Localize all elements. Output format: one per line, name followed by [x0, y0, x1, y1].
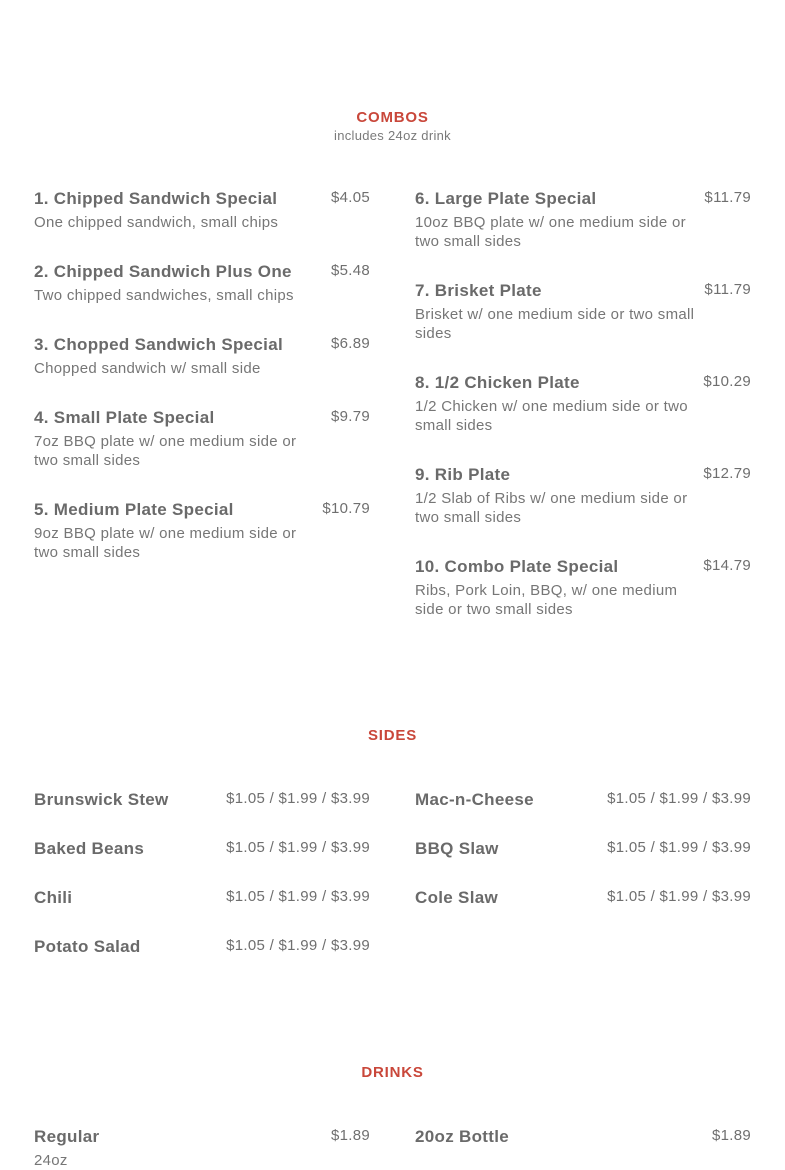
drinks-section-title: DRINKS [361, 1064, 424, 1081]
item-price: $4.05 [330, 189, 370, 206]
item-description: Two chipped sandwiches, small chips [34, 287, 294, 304]
item-price: $1.89 [711, 1127, 751, 1144]
item-price: $11.79 [704, 281, 751, 298]
item-price: $10.79 [322, 500, 370, 517]
item-name: 9. Rib Plate [415, 465, 511, 484]
item-description: 10oz BBQ plate w/ one medium side or two small sides [415, 214, 686, 250]
item-name: 3. Chopped Sandwich Special [34, 335, 283, 354]
item-description: 9oz BBQ plate w/ one medium side or two small sides [34, 525, 297, 561]
item-name: 2. Chipped Sandwich Plus One [34, 262, 292, 281]
item-price: $1.89 [330, 1127, 370, 1144]
item-price: $1.05 / $1.99 / $3.99 [607, 790, 751, 807]
item-name: 1. Chipped Sandwich Special [34, 189, 278, 208]
combos-section-title: COMBOS [356, 109, 429, 126]
item-name: Cole Slaw [415, 888, 499, 907]
item-description: Ribs, Pork Loin, BBQ, w/ one medium side or two small sides [415, 582, 678, 618]
item-name: 8. 1/2 Chicken Plate [415, 373, 580, 392]
item-name: 7. Brisket Plate [415, 281, 542, 300]
item-price: $5.48 [330, 262, 370, 279]
item-price: $1.05 / $1.99 / $3.99 [226, 888, 370, 905]
item-price: $9.79 [330, 408, 370, 425]
item-name: 20oz Bottle [415, 1127, 509, 1146]
item-price: $1.05 / $1.99 / $3.99 [607, 839, 751, 856]
item-price: $6.89 [330, 335, 370, 352]
item-name: Brunswick Stew [34, 790, 169, 809]
item-description: 7oz BBQ plate w/ one medium side or two small sides [34, 433, 297, 469]
item-name: 4. Small Plate Special [34, 408, 215, 427]
item-name: 10. Combo Plate Special [415, 557, 619, 576]
item-price: $1.05 / $1.99 / $3.99 [226, 937, 370, 954]
item-description: One chipped sandwich, small chips [34, 214, 279, 231]
item-price: $1.05 / $1.99 / $3.99 [226, 790, 370, 807]
item-name: Baked Beans [34, 839, 145, 858]
item-description: Chopped sandwich w/ small side [34, 360, 261, 377]
item-name: 6. Large Plate Special [415, 189, 597, 208]
item-price: $11.79 [704, 189, 751, 206]
item-price: $10.29 [703, 373, 751, 390]
item-description: Brisket w/ one medium side or two small sides [415, 306, 695, 342]
item-price: $1.05 / $1.99 / $3.99 [226, 839, 370, 856]
item-name: 5. Medium Plate Special [34, 500, 234, 519]
item-price: $1.05 / $1.99 / $3.99 [607, 888, 751, 905]
item-name: Mac-n-Cheese [415, 790, 534, 809]
item-price: $12.79 [703, 465, 751, 482]
sides-section-title: SIDES [367, 727, 417, 744]
item-name: Regular [34, 1127, 100, 1146]
item-name: Potato Salad [34, 937, 141, 956]
item-price: $14.79 [703, 557, 751, 574]
item-description: 1/2 Slab of Ribs w/ one medium side or two small sides [415, 490, 688, 526]
combos-section-subtitle: includes 24oz drink [334, 128, 451, 143]
item-description: 1/2 Chicken w/ one medium side or two small sides [415, 398, 688, 434]
item-name: BBQ Slaw [415, 839, 499, 858]
item-description: 24oz [34, 1152, 68, 1169]
item-name: Chili [34, 888, 73, 907]
